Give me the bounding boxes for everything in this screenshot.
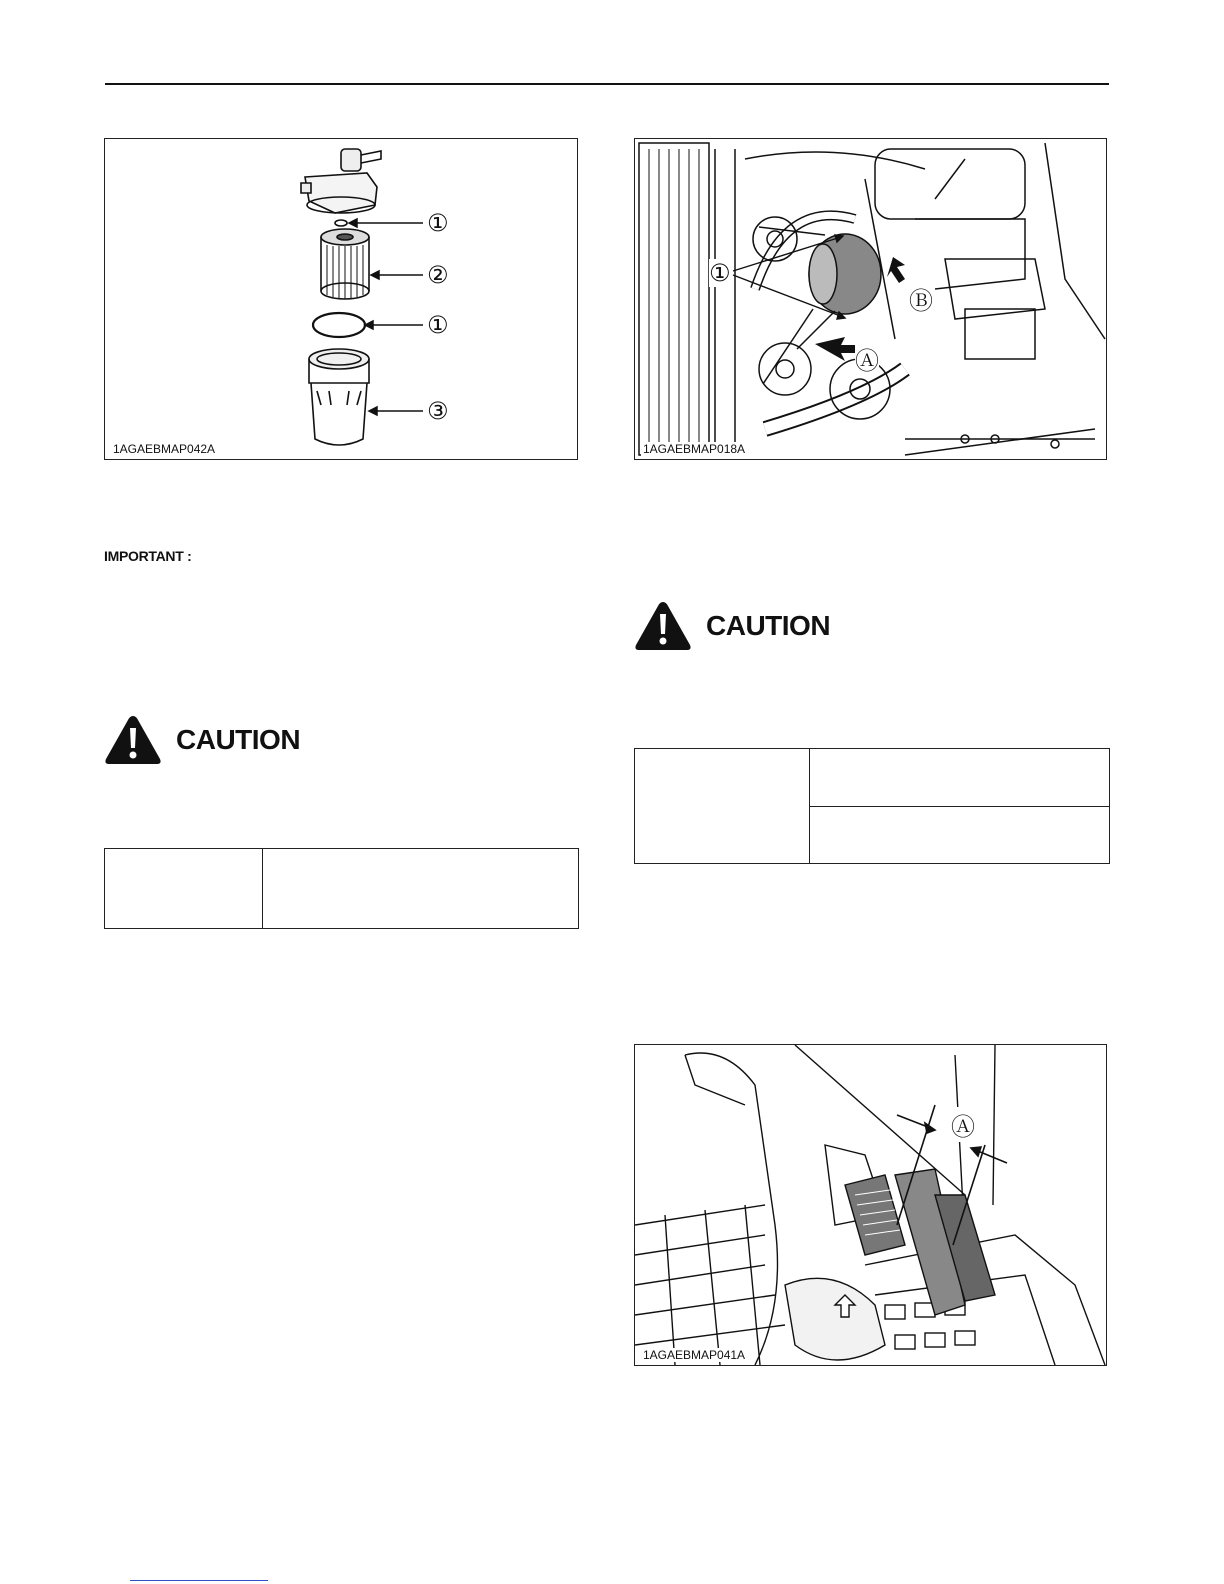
warning-triangle-icon bbox=[104, 714, 162, 766]
fuel-filter-callout-2: ② bbox=[427, 261, 449, 289]
pedal-figure bbox=[634, 1044, 1107, 1366]
engine-callout-b: Ⓑ bbox=[909, 281, 933, 316]
fan-belt-figure bbox=[634, 138, 1107, 460]
spec-value-cell bbox=[810, 807, 1110, 864]
footer-link-rule bbox=[130, 1580, 268, 1581]
important-label: IMPORTANT : bbox=[104, 548, 192, 564]
caution-text: CAUTION bbox=[706, 610, 831, 641]
figure-code: 1AGAEBMAP042A bbox=[113, 442, 216, 456]
spec-label-cell bbox=[635, 749, 810, 864]
fuel-filter-callout-1b: ① bbox=[427, 311, 449, 339]
engine-callout-1: ① bbox=[709, 259, 731, 287]
spec-value-cell bbox=[263, 849, 579, 929]
engine-callout-a: Ⓐ bbox=[855, 341, 879, 376]
caution-heading-right bbox=[634, 600, 830, 652]
fuel-filter-illustration bbox=[105, 139, 577, 459]
spec-table-right bbox=[634, 748, 1110, 864]
spec-value-cell bbox=[810, 749, 1110, 807]
caution-heading-left bbox=[104, 714, 300, 766]
fuel-filter-callout-3: ③ bbox=[427, 397, 449, 425]
fuel-filter-callout-1a: ① bbox=[427, 209, 449, 237]
spec-label-cell bbox=[105, 849, 263, 929]
pedal-callout-a: Ⓐ bbox=[951, 1107, 975, 1142]
engine-belt-illustration bbox=[635, 139, 1106, 459]
header-rule bbox=[105, 83, 1109, 85]
caution-text: CAUTION bbox=[176, 724, 301, 755]
spec-table-left bbox=[104, 848, 579, 929]
figure-code: 1AGAEBMAP018A bbox=[643, 442, 746, 456]
warning-triangle-icon bbox=[634, 600, 692, 652]
figure-code: 1AGAEBMAP041A bbox=[643, 1348, 746, 1362]
pedal-illustration bbox=[635, 1045, 1106, 1365]
fuel-filter-figure bbox=[104, 138, 578, 460]
